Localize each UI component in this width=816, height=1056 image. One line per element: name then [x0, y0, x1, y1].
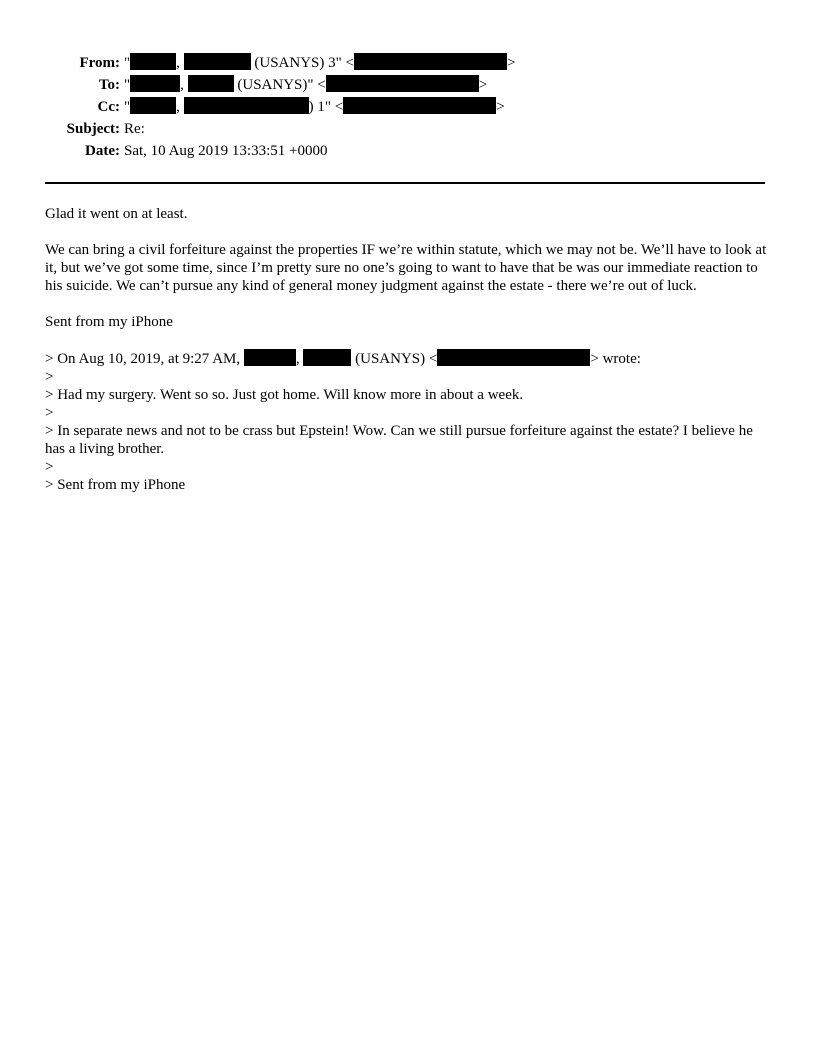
from-row [0, 52, 816, 74]
quote-line: > [45, 459, 54, 475]
redaction-box [244, 349, 296, 366]
cc-org: ) 1" < [308, 99, 344, 115]
signature: Sent from my iPhone [45, 314, 173, 330]
subject-row [0, 118, 816, 140]
redaction-box [343, 97, 496, 114]
email-header [0, 52, 816, 162]
redaction-box [184, 53, 251, 70]
cc-value [124, 96, 505, 118]
redaction-box [130, 75, 180, 92]
to-row [0, 74, 816, 96]
quote-intro [45, 349, 770, 368]
from-comma: , [176, 55, 180, 71]
redaction-box [130, 97, 176, 114]
redaction-box [354, 53, 507, 70]
cc-comma: , [176, 99, 180, 115]
redaction-box [188, 75, 234, 92]
date-value: Sat, 10 Aug 2019 13:33:51 +0000 [124, 143, 328, 159]
quote-intro-wrote: > wrote: [590, 351, 641, 367]
date-row [0, 140, 816, 162]
from-org: (USANYS) 3" < [254, 55, 354, 71]
from-close: > [506, 55, 516, 71]
to-close: > [478, 77, 488, 93]
quote-intro-org: (USANYS) < [355, 351, 438, 367]
to-quote: " [124, 77, 131, 93]
quote-line: > [45, 369, 54, 385]
to-comma: , [180, 77, 184, 93]
redaction-box [184, 97, 309, 114]
from-label: From: [79, 55, 120, 71]
to-value [124, 74, 487, 96]
to-org: (USANYS)" < [237, 77, 326, 93]
cc-close: > [496, 99, 505, 115]
email-body [45, 205, 770, 494]
quote-intro-text: > On Aug 10, 2019, at 9:27 AM, [45, 351, 241, 367]
date-label: Date: [85, 143, 120, 159]
redaction-box [437, 349, 590, 366]
quote-line: > Had my surgery. Went so so. Just got home. Will know more in about a week. [45, 387, 524, 403]
from-value [124, 52, 515, 74]
redaction-box [326, 75, 479, 92]
cc-label: Cc: [97, 99, 120, 115]
to-label: To: [98, 77, 120, 93]
quote-line: > Sent from my iPhone [45, 477, 186, 493]
redaction-box [303, 349, 351, 366]
subject-label: Subject: [66, 121, 120, 137]
body-paragraph: Glad it went on at least. [45, 206, 188, 222]
subject-value: Re: [124, 121, 145, 137]
from-quote: " [124, 55, 131, 71]
header-divider [45, 182, 765, 184]
quote-line: > [45, 405, 54, 421]
body-paragraph: We can bring a civil forfeiture against the properties IF we’re within statute, which we may not be. We’ll have to look at it, but we’ve got some time, since I’m pretty sure no one’s going to want to have that be was our immediate reaction to his suicide. We can’t pursue any kind of general money judgment against the estate - there we’re out of luck. [45, 242, 767, 294]
cc-quote: " [124, 99, 131, 115]
cc-row [0, 96, 816, 118]
quote-line: > In separate news and not to be crass but Epstein! Wow. Can we still pursue forfeiture against the estate? I believe he has a living brother. [45, 423, 753, 457]
quote-intro-comma: , [295, 351, 300, 367]
redaction-box [130, 53, 176, 70]
